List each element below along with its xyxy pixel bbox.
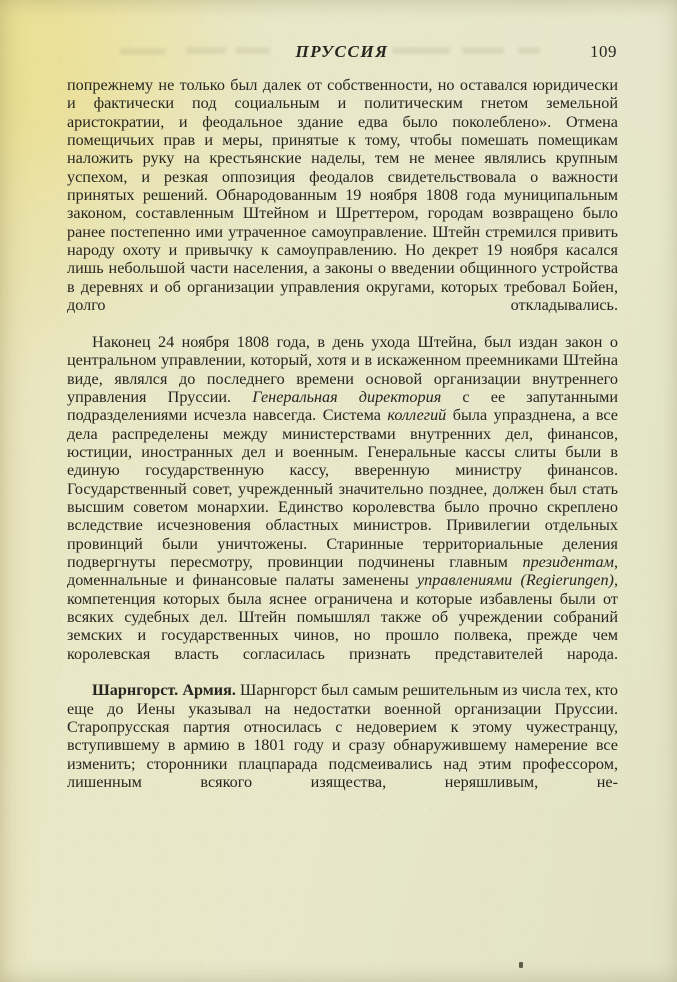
paragraph [67, 333, 618, 682]
running-head-title: ПРУССИЯ [295, 42, 389, 61]
text-run: , доменнальные и финансовые палаты заменены [67, 552, 618, 590]
text-run: , компетенция которых была яснее ограничена и которые избавлены были от всяких судебных дел. Штейн помышлял также об учреждении собраний земских и государственных чинов, но прошло полвека, прежде чем королевская власть согласилась признать представителей народа. [67, 571, 618, 663]
text-run: с ее запутанными подразделениями исчезла навсегда. Система [67, 387, 618, 425]
paper-speck [519, 962, 523, 968]
section-heading-inline: Шарнгорст. Армия. [92, 681, 236, 700]
text-run: попрежнему не только был далек от собственности, но оставался юридически и фактически под социальным и политическим гнетом земельной аристократии, и феодальное здание едва было поколеблено». Отмена помещичьих прав и меры, принятые к тому, чтобы помешать помещикам наложить руку на крестьянские наделы, тем не менее являлись крупным успехом, и резкая оппозиция феодалов свидетельствовала о важности принятых решений. Обнародованным 19 ноября 1808 года муниципальным законом, составленным Штейном и Шреттером, городам возвращено было ранее постепенно ими утраченное самоуправление. Штейн стремился привить народу охоту и привычку к самоуправлению. Но декрет 19 ноября касался лишь небольшой части населения, а законы о введении общинного устройства в деревнях и об организации управления округами, которых требовал Бойен, долго откладывались. [67, 76, 618, 315]
paragraph [67, 76, 618, 333]
emphasised-term: коллегий [387, 406, 447, 425]
text-run: Шарнгорст был самым решительным из числа тех, кто еще до Иены указывал на недостатки военной организации Пруссии. Старопрусская партия относилась с недоверием к этому чужестранцу, вступившему в армию в 1801 году и сразу обнаружившему намерение все изменить; сторонники плацпарада подсмеивались над этим профессором, лишенным всякого изящества, неряшливым, не- [67, 681, 618, 792]
emphasised-term: президентам [522, 552, 614, 571]
paragraph [67, 681, 618, 809]
text-run: Наконец 24 ноября 1808 года, в день ухода Штейна, был издан закон о центральном управлении, который, хотя и в искаженном преемниками Штейна виде, являлся до последнего времени основой организации внутреннего управления Пруссии. [67, 332, 618, 406]
emphasised-term: управлениями (Regierungen) [417, 571, 614, 590]
page-number: 109 [590, 42, 617, 61]
emphasised-term: Генеральная директория [252, 387, 442, 406]
running-head [67, 42, 617, 64]
body-text-block [67, 76, 618, 810]
text-run: была упразднена, а все дела распределены между министерствами внутренних дел, финансов, юстиции, иностранных дел и военным. Генеральные кассы слиты были в единую государственную кассу, вверенную министру финансов. Государственный совет, учрежденный значительно позднее, должен был стать высшим советом монархии. Единство королевства было прочно скреплено вследствие исчезновения областных министров. Привилегии отдельных провинций были уничтожены. Старинные территориальные деления подвергнуты пересмотру, провинции подчинены главным [67, 406, 618, 571]
